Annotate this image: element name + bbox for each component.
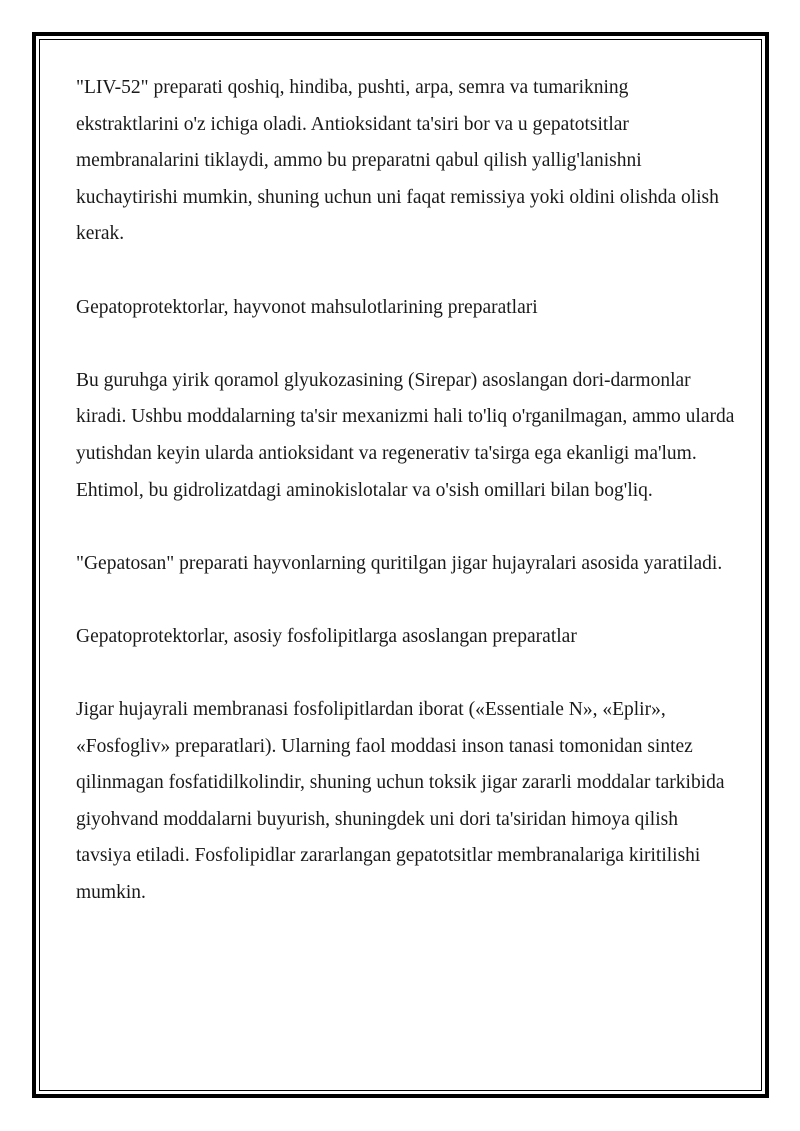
section-heading-animal-products: Gepatoprotektorlar, hayvonot mahsulotlarining preparatlari	[76, 296, 538, 318]
paragraph-phospholipids: Jigar hujayrali membranasi fosfolipitlardan iborat («Essentiale N», «Eplir», «Fosfogliv» preparatlari). Ularning faol moddasi inson tanasi tomonidan sintez qilinmagan fosfatidilkolindir, shuning uchun toksik jigar zararli moddalar tarkibida giyohvand moddalarni buyurish, shuningdek uni dori ta'siridan himoya qilish tavsiya etiladi. Fosfolipidlar zararlangan gepatotsitlar membranalariga kiritilishi mumkin.	[76, 699, 725, 904]
paragraph-sirepar: Bu guruhga yirik qoramol glyukozasining (Sirepar) asoslangan dori-darmonlar kiradi. Ushbu moddalarning ta'sir mexanizmi hali to'liq o'rganilmagan, ammo ularda yutishdan keyin ularda antioksidant va regenerativ ta'sirga ega ekanligi ma'lum. Ehtimol, bu gidrolizatdagi aminokislotalar va o'sish omillari bilan bog'liq.	[76, 369, 735, 501]
section-heading-phospholipids: Gepatoprotektorlar, asosiy fosfolipitlarga asoslangan preparatlar	[76, 625, 577, 647]
paragraph-gepatosan: "Gepatosan" preparati hayvonlarning quritilgan jigar hujayralari asosida yaratiladi.	[76, 552, 723, 574]
document-body	[76, 70, 736, 948]
paragraph-liv52: "LIV-52" preparati qoshiq, hindiba, pushti, arpa, semra va tumarikning ekstraktlarini o'z ichiga oladi. Antioksidant ta'siri bor va u gepatotsitlar membranalarini tiklaydi, ammo bu preparatni qabul qilish yallig'lanishni kuchaytirishi mumkin, shuning uchun uni faqat remissiya yoki oldini olishda olish kerak.	[76, 77, 719, 245]
